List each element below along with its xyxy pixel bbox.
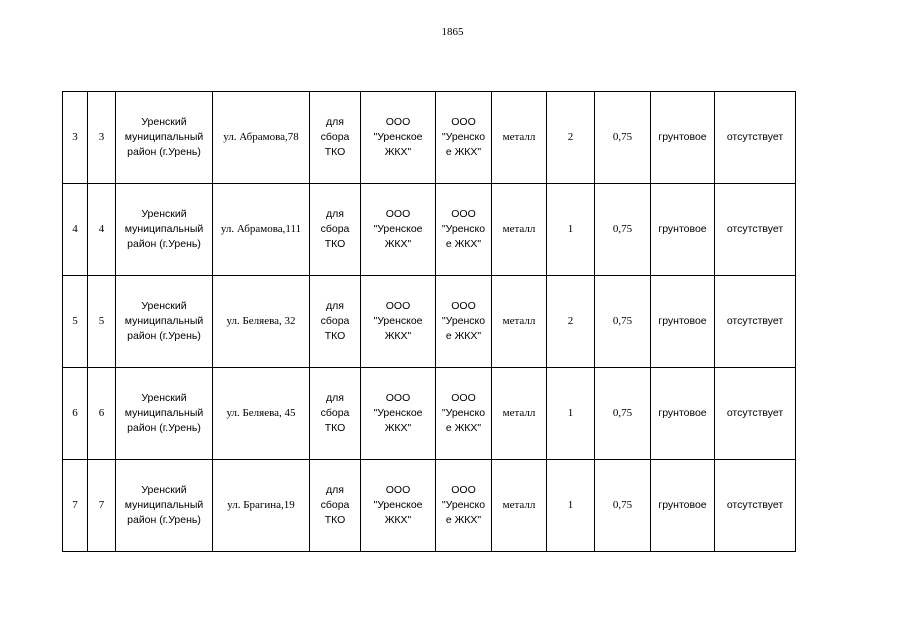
cell-district xyxy=(116,92,213,184)
cell-owner-line: ЖКХ" xyxy=(384,146,412,158)
cell-operator xyxy=(436,460,492,552)
cell-owner-line: ЖКХ" xyxy=(384,422,412,434)
cell-purpose-line: ТКО xyxy=(324,330,346,342)
cell-purpose xyxy=(310,184,361,276)
cell-purpose-line: ТКО xyxy=(324,238,346,250)
cell-district-line: муниципальный xyxy=(124,315,204,327)
cell-surface: грунтовое xyxy=(651,184,715,276)
cell-operator-line: е ЖКХ" xyxy=(445,514,482,526)
cell-operator-line: "Уренско xyxy=(441,315,486,327)
cell-owner xyxy=(361,368,436,460)
cell-district xyxy=(116,184,213,276)
cell-fence: отсутствует xyxy=(715,184,796,276)
cell-purpose-line: сбора xyxy=(320,407,350,419)
cell-sub-number: 3 xyxy=(88,92,116,184)
cell-volume: 0,75 xyxy=(595,276,651,368)
cell-district-line: муниципальный xyxy=(124,223,204,235)
cell-operator-line: ООО xyxy=(451,208,476,220)
cell-material: металл xyxy=(492,276,547,368)
cell-district xyxy=(116,460,213,552)
cell-address: ул. Беляева, 45 xyxy=(213,368,310,460)
cell-owner xyxy=(361,184,436,276)
cell-purpose xyxy=(310,276,361,368)
cell-district-line: район (г.Урень) xyxy=(127,514,201,526)
cell-owner-line: "Уренское xyxy=(373,499,423,511)
cell-purpose-line: ТКО xyxy=(324,514,346,526)
cell-count: 1 xyxy=(547,368,595,460)
cell-owner-line: "Уренское xyxy=(373,131,423,143)
cell-district-line: Уренский xyxy=(141,300,187,312)
cell-owner-line: "Уренское xyxy=(373,315,423,327)
cell-number: 6 xyxy=(63,368,88,460)
cell-district-line: район (г.Урень) xyxy=(127,146,201,158)
table-row xyxy=(63,92,796,184)
cell-number: 7 xyxy=(63,460,88,552)
cell-district-line: район (г.Урень) xyxy=(127,422,201,434)
cell-number: 3 xyxy=(63,92,88,184)
cell-operator-line: е ЖКХ" xyxy=(445,330,482,342)
cell-operator-line: "Уренско xyxy=(441,223,486,235)
cell-address: ул. Абрамова,78 xyxy=(213,92,310,184)
cell-purpose-line: ТКО xyxy=(324,422,346,434)
cell-operator-line: е ЖКХ" xyxy=(445,146,482,158)
cell-surface: грунтовое xyxy=(651,368,715,460)
table-row xyxy=(63,460,796,552)
cell-owner-line: ООО xyxy=(385,116,411,128)
table-row xyxy=(63,368,796,460)
cell-district-line: Уренский xyxy=(141,392,187,404)
cell-material: металл xyxy=(492,92,547,184)
cell-purpose xyxy=(310,460,361,552)
cell-purpose xyxy=(310,368,361,460)
cell-owner xyxy=(361,276,436,368)
cell-district-line: муниципальный xyxy=(124,499,204,511)
cell-material: металл xyxy=(492,460,547,552)
cell-district-line: район (г.Урень) xyxy=(127,330,201,342)
cell-owner xyxy=(361,460,436,552)
cell-count: 1 xyxy=(547,184,595,276)
table-row xyxy=(63,184,796,276)
cell-purpose-line: для xyxy=(326,116,344,128)
cell-address: ул. Абрамова,111 xyxy=(213,184,310,276)
cell-surface: грунтовое xyxy=(651,276,715,368)
page-number: 1865 xyxy=(441,26,464,38)
cell-owner-line: "Уренское xyxy=(373,223,423,235)
cell-fence: отсутствует xyxy=(715,460,796,552)
cell-purpose-line: сбора xyxy=(320,131,350,143)
registry-table xyxy=(62,91,796,552)
cell-operator-line: ООО xyxy=(451,300,476,312)
cell-purpose-line: ТКО xyxy=(324,146,346,158)
cell-fence: отсутствует xyxy=(715,92,796,184)
cell-operator-line: ООО xyxy=(451,392,476,404)
cell-operator-line: е ЖКХ" xyxy=(445,238,482,250)
cell-purpose-line: для xyxy=(326,300,344,312)
cell-owner xyxy=(361,92,436,184)
cell-material: металл xyxy=(492,184,547,276)
cell-number: 4 xyxy=(63,184,88,276)
cell-owner-line: ООО xyxy=(385,300,411,312)
cell-purpose-line: для xyxy=(326,484,344,496)
cell-volume: 0,75 xyxy=(595,92,651,184)
cell-operator xyxy=(436,276,492,368)
cell-owner-line: ООО xyxy=(385,208,411,220)
cell-district-line: Уренский xyxy=(141,208,187,220)
cell-district-line: Уренский xyxy=(141,484,187,496)
cell-purpose-line: для xyxy=(326,208,344,220)
cell-operator-line: "Уренско xyxy=(441,407,486,419)
cell-fence: отсутствует xyxy=(715,276,796,368)
cell-owner-line: ЖКХ" xyxy=(384,330,412,342)
cell-volume: 0,75 xyxy=(595,184,651,276)
cell-address: ул. Беляева, 32 xyxy=(213,276,310,368)
cell-purpose-line: сбора xyxy=(320,499,350,511)
cell-volume: 0,75 xyxy=(595,368,651,460)
cell-operator xyxy=(436,92,492,184)
cell-district-line: район (г.Урень) xyxy=(127,238,201,250)
cell-district xyxy=(116,276,213,368)
cell-purpose xyxy=(310,92,361,184)
cell-operator-line: ООО xyxy=(451,116,476,128)
cell-operator-line: "Уренско xyxy=(441,499,486,511)
cell-sub-number: 6 xyxy=(88,368,116,460)
cell-owner-line: ООО xyxy=(385,392,411,404)
cell-fence: отсутствует xyxy=(715,368,796,460)
cell-owner-line: ООО xyxy=(385,484,411,496)
cell-material: металл xyxy=(492,368,547,460)
cell-district xyxy=(116,368,213,460)
cell-operator xyxy=(436,184,492,276)
cell-district-line: муниципальный xyxy=(124,407,204,419)
cell-owner-line: ЖКХ" xyxy=(384,514,412,526)
cell-sub-number: 4 xyxy=(88,184,116,276)
cell-count: 1 xyxy=(547,460,595,552)
cell-operator xyxy=(436,368,492,460)
cell-surface: грунтовое xyxy=(651,460,715,552)
cell-owner-line: ЖКХ" xyxy=(384,238,412,250)
cell-surface: грунтовое xyxy=(651,92,715,184)
cell-count: 2 xyxy=(547,92,595,184)
registry-table-body xyxy=(63,92,796,552)
cell-address: ул. Брагина,19 xyxy=(213,460,310,552)
cell-purpose-line: сбора xyxy=(320,223,350,235)
cell-sub-number: 5 xyxy=(88,276,116,368)
cell-operator-line: е ЖКХ" xyxy=(445,422,482,434)
cell-operator-line: "Уренско xyxy=(441,131,486,143)
cell-owner-line: "Уренское xyxy=(373,407,423,419)
cell-count: 2 xyxy=(547,276,595,368)
cell-number: 5 xyxy=(63,276,88,368)
cell-volume: 0,75 xyxy=(595,460,651,552)
table-row xyxy=(63,276,796,368)
cell-district-line: Уренский xyxy=(141,116,187,128)
cell-purpose-line: для xyxy=(326,392,344,404)
cell-operator-line: ООО xyxy=(451,484,476,496)
cell-purpose-line: сбора xyxy=(320,315,350,327)
cell-sub-number: 7 xyxy=(88,460,116,552)
cell-district-line: муниципальный xyxy=(124,131,204,143)
